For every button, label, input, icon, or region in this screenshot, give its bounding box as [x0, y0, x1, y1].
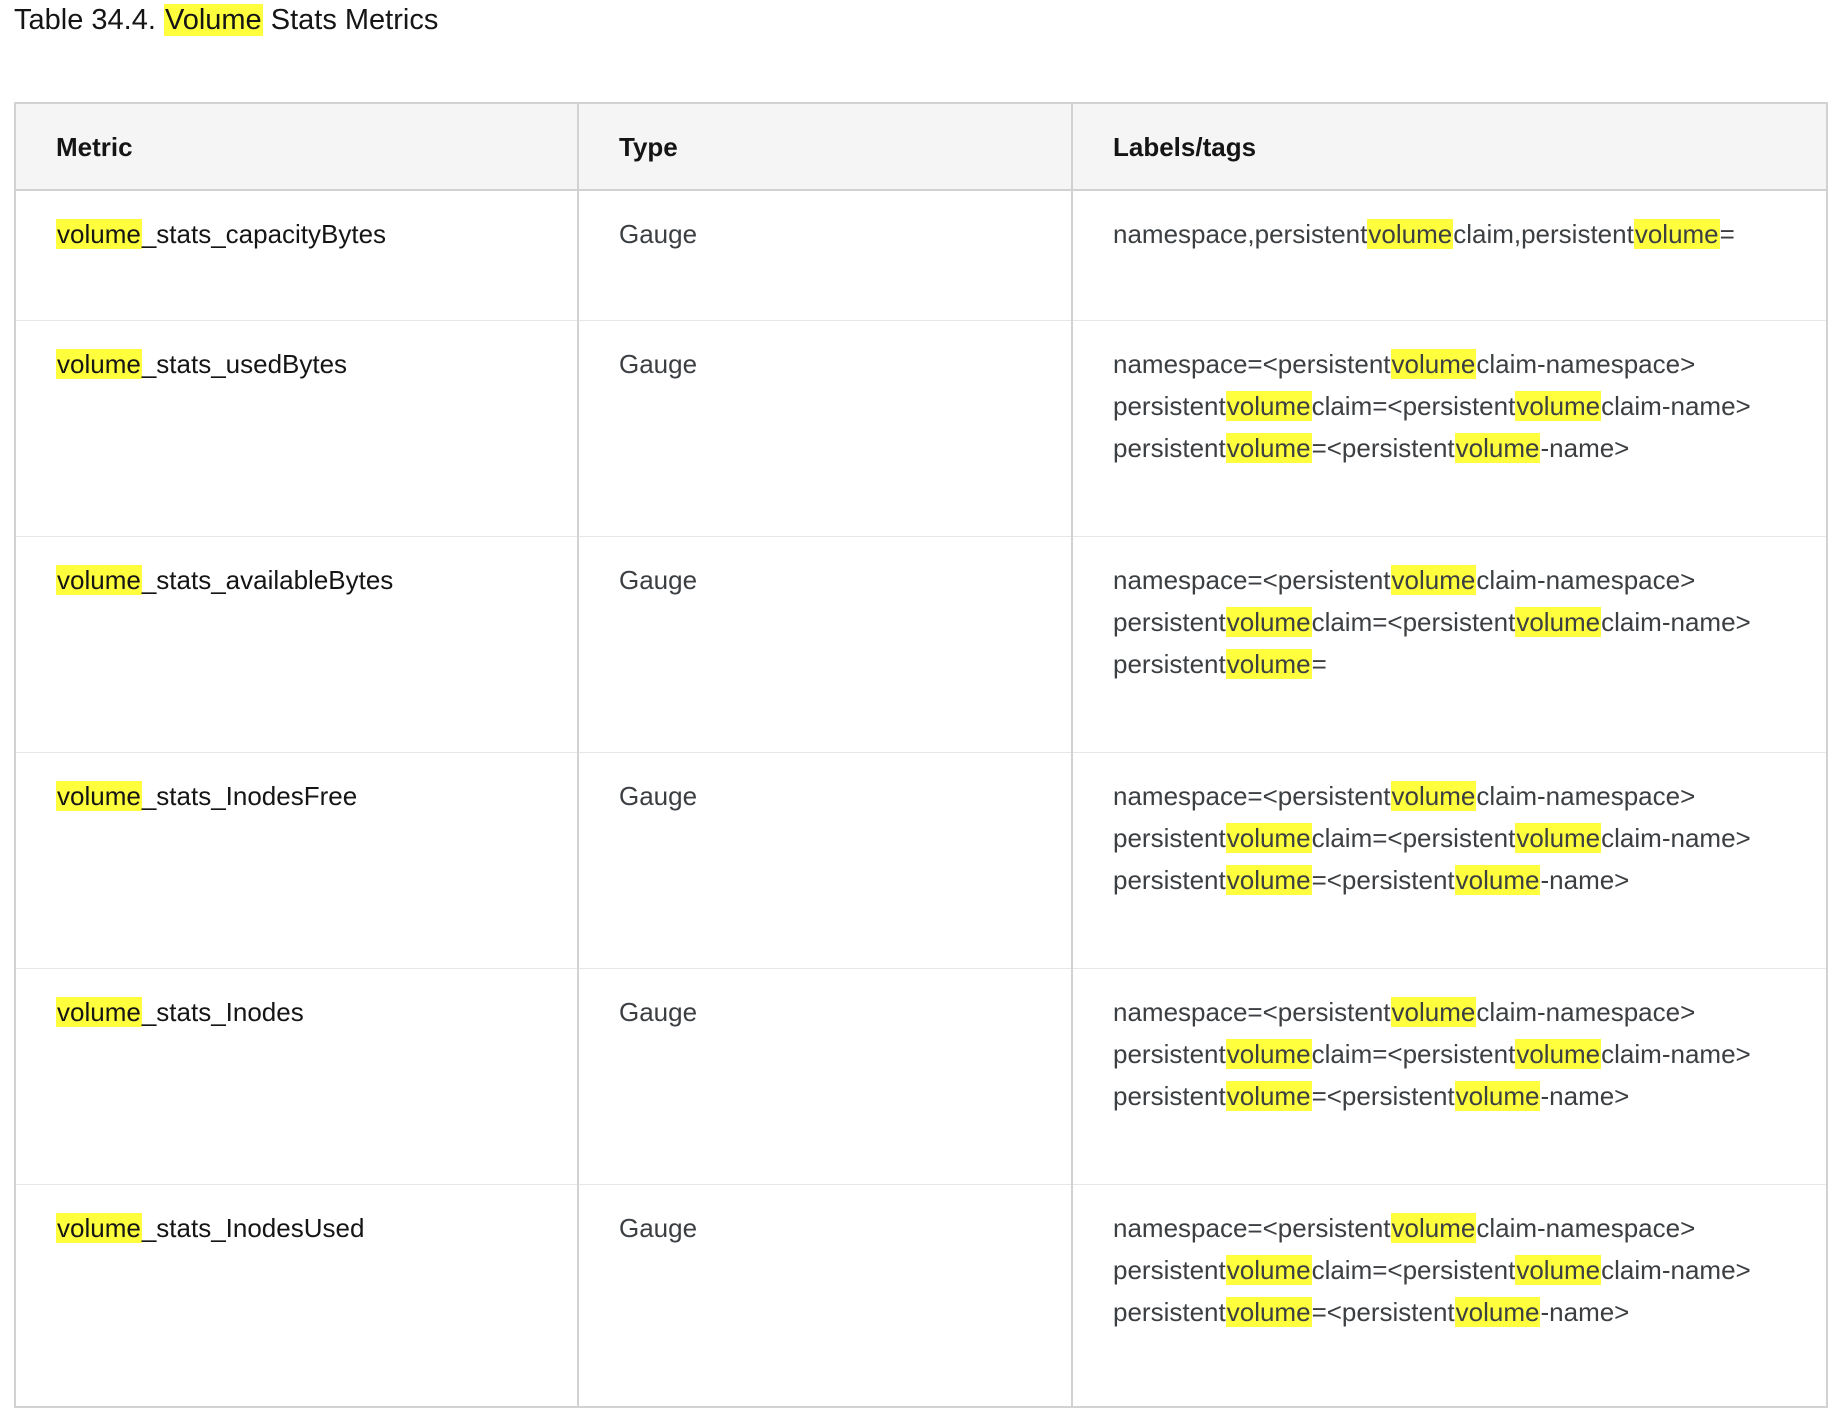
labels-cell: namespace=<persistentvolumeclaim-namespace> persistentvolumeclaim=<persistentvolumeclaim-name> persistentvolume=<persistentvolume-name>: [1113, 780, 1751, 895]
table-row: [16, 968, 1826, 1184]
search-highlight: volume: [57, 219, 141, 249]
search-highlight: volume: [1391, 996, 1476, 1027]
metric-cell: volume_stats_capacityBytes: [16, 190, 578, 320]
table-row: [16, 536, 1826, 752]
search-highlight: volume: [1226, 864, 1311, 895]
search-highlight: volume: [1226, 606, 1311, 637]
search-highlight: volume: [1634, 219, 1719, 249]
search-highlight: volume: [1391, 780, 1476, 811]
search-highlight: volume: [1368, 219, 1453, 249]
volume-stats-metrics-table: [16, 104, 1826, 1408]
caption-suffix: Stats Metrics: [262, 4, 439, 36]
table-caption: [14, 0, 438, 40]
type-cell: Gauge: [578, 968, 1072, 1184]
search-highlight: volume: [1455, 1296, 1540, 1327]
metric-cell: volume_stats_availableBytes: [16, 536, 578, 752]
labels-cell: namespace=<persistentvolumeclaim-namespace> persistentvolumeclaim=<persistentvolumeclaim-name> persistentvolume=: [1113, 564, 1751, 679]
table-row: [16, 1184, 1826, 1408]
metric-cell: volume_stats_usedBytes: [16, 320, 578, 536]
search-highlight: volume: [1516, 822, 1601, 853]
search-highlight: volume: [1455, 864, 1540, 895]
search-highlight: volume: [1226, 1038, 1311, 1069]
search-highlight: volume: [1516, 390, 1601, 421]
labels-cell: namespace=<persistentvolumeclaim-namespace> persistentvolumeclaim=<persistentvolumeclaim-name> persistentvolume=<persistentvolume-name>: [1113, 996, 1751, 1111]
search-highlight: volume: [1226, 1080, 1311, 1111]
header-type: Type: [578, 104, 1072, 190]
search-highlight: volume: [1391, 348, 1476, 379]
type-cell: Gauge: [578, 320, 1072, 536]
caption-highlight: Volume: [164, 4, 262, 36]
search-highlight: volume: [1516, 1038, 1601, 1069]
search-highlight: volume: [1226, 390, 1311, 421]
search-highlight: volume: [1391, 564, 1476, 595]
type-cell: Gauge: [578, 536, 1072, 752]
metrics-table-container: [14, 102, 1828, 1408]
type-cell: Gauge: [578, 1184, 1072, 1408]
search-highlight: volume: [1516, 1254, 1601, 1285]
table-row: [16, 320, 1826, 536]
search-highlight: volume: [1226, 1296, 1311, 1327]
table-header-row: [16, 104, 1826, 190]
type-cell: Gauge: [578, 190, 1072, 320]
search-highlight: volume: [57, 1212, 141, 1243]
search-highlight: volume: [1226, 432, 1311, 463]
search-highlight: volume: [57, 564, 141, 595]
search-highlight: volume: [1226, 822, 1311, 853]
table-row: [16, 752, 1826, 968]
table-row: [16, 190, 1826, 320]
search-highlight: volume: [1516, 606, 1601, 637]
type-cell: Gauge: [578, 752, 1072, 968]
search-highlight: volume: [57, 348, 141, 379]
metric-cell: volume_stats_Inodes: [16, 968, 578, 1184]
search-highlight: volume: [57, 996, 141, 1027]
labels-cell: namespace=<persistentvolumeclaim-namespace> persistentvolumeclaim=<persistentvolumeclaim-name> persistentvolume=<persistentvolume-name>: [1113, 348, 1751, 463]
search-highlight: volume: [1391, 1212, 1476, 1243]
search-highlight: volume: [1455, 432, 1540, 463]
search-highlight: volume: [1226, 1254, 1311, 1285]
header-metric: Metric: [16, 104, 578, 190]
search-highlight: volume: [57, 780, 141, 811]
search-highlight: volume: [1455, 1080, 1540, 1111]
caption-prefix: Table 34.4.: [14, 4, 164, 36]
labels-cell: namespace=<persistentvolumeclaim-namespace> persistentvolumeclaim=<persistentvolumeclaim-name> persistentvolume=<persistentvolume-name>: [1113, 1212, 1751, 1327]
metric-cell: volume_stats_InodesUsed: [16, 1184, 578, 1408]
search-highlight: volume: [1226, 648, 1311, 679]
labels-cell: namespace,persistentvolumeclaim,persistentvolume=: [1113, 219, 1735, 249]
metric-cell: volume_stats_InodesFree: [16, 752, 578, 968]
header-labels-tags: Labels/tags: [1072, 104, 1826, 190]
